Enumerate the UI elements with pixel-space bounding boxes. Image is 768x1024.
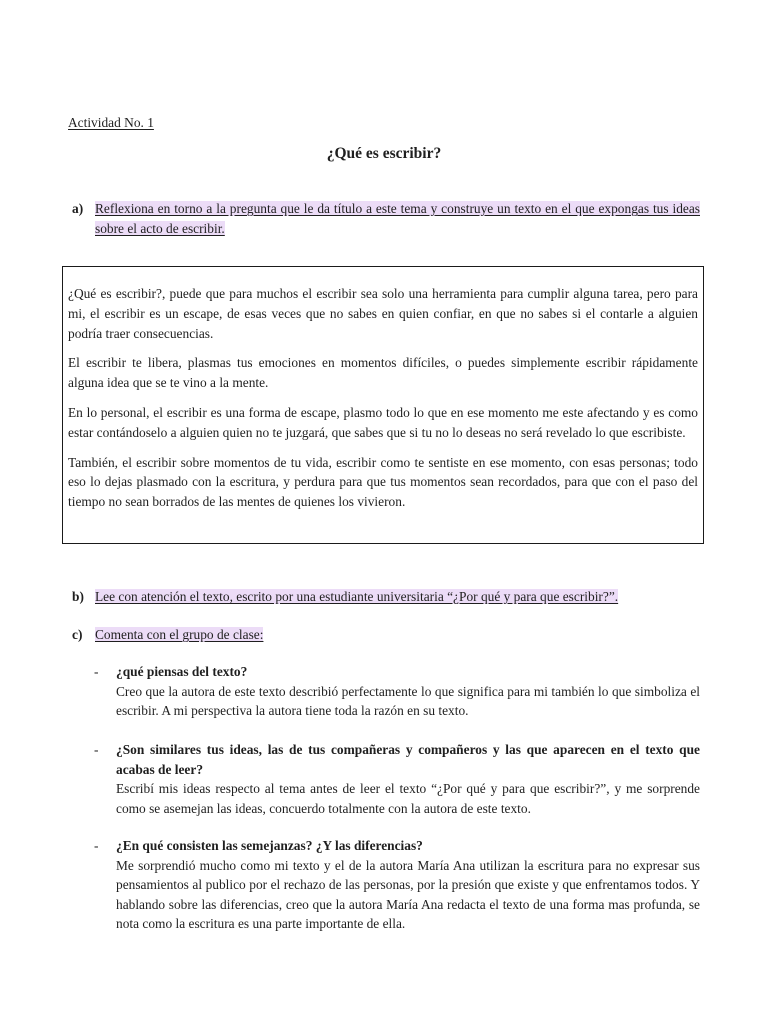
discussion-answer: Creo que la autora de este texto describió perfectamente lo que significa para mi también lo que simboliza el escribir. A mi perspectiva la autora tiene toda la razón en su texto. xyxy=(116,683,700,719)
question-c-marker: c) xyxy=(72,627,83,642)
discussion-item xyxy=(94,836,700,934)
answer-paragraph: ¿Qué es escribir?, puede que para muchos el escribir sea solo una herramienta para cumplir alguna tarea, pero para mi, el escribir es un escape, de esas veces que no sabes en quien confiar, en que no sabes si el contarle a alguien podría traer consecuencias. xyxy=(68,286,698,341)
discussion-question: ¿Son similares tus ideas, las de tus compañeras y compañeros y las que aparecen en el texto que acabas de leer? xyxy=(116,742,700,777)
discussion-item-body xyxy=(116,740,700,818)
bullet-dash: - xyxy=(94,838,99,853)
question-c-text: Comenta con el grupo de clase: xyxy=(95,627,264,642)
question-a-marker: a) xyxy=(72,201,84,216)
document-title-text: ¿Qué es escribir? xyxy=(326,145,442,162)
question-b xyxy=(72,587,700,607)
document-title xyxy=(0,145,768,163)
discussion-item xyxy=(94,740,700,818)
discussion-answer: Me sorprendió mucho como mi texto y el de la autora María Ana utilizan la escritura para no expresar sus pensamientos al publico por el rechazo de las personas, por la presión que existe y que enfrentamos todos. Y hablando sobre las diferencias, creo que la autora María Ana redacta el texto de una forma mas profunda, se nota como la escritura es una parte importante de ella. xyxy=(116,857,700,932)
answer-paragraph: En lo personal, el escribir es una forma de escape, plasmo todo lo que en ese momento me este afectando y es como estar contándoselo a alguien quien no te juzgará, que sabes que si tu no lo deseas no será revelado lo que escribiste. xyxy=(68,404,698,440)
question-b-text-wrapper xyxy=(95,587,700,607)
activity-label: Actividad No. 1 xyxy=(68,115,154,130)
answer-paragraph: También, el escribir sobre momentos de tu vida, escribir como te sentiste en ese momento, con esas personas; todo eso lo dejas plasmado con la escritura, y perdura para que tus momentos sean recordados, para que con el paso del tiempo no sean borrados de las mentes de quienes los vivieron. xyxy=(68,454,698,510)
question-c xyxy=(72,625,700,645)
question-b-text: Lee con atención el texto, escrito por una estudiante universitaria “¿Por qué y para que escribir?”. xyxy=(95,589,619,604)
discussion-answer: Escribí mis ideas respecto al tema antes de leer el texto “¿Por qué y para que escribir?”, y me sorprende como se asemejan las ideas, concuerdo totalmente con la autora de este texto. xyxy=(116,781,700,816)
discussion-item-body xyxy=(116,662,700,721)
bullet-dash: - xyxy=(94,664,99,679)
question-a-text: Reflexiona en torno a la pregunta que le da título a este tema y construye un texto en el que expongas tus ideas sobre el acto de escribir. xyxy=(95,201,700,236)
discussion-question: ¿En qué consisten las semejanzas? ¿Y las diferencias? xyxy=(116,838,423,853)
discussion-item-body xyxy=(116,836,700,934)
answer-paragraph: El escribir te libera, plasmas tus emociones en momentos difíciles, o puedes simplemente escribir rápidamente alguna idea que se te vino a la mente. xyxy=(68,355,698,391)
answer-box xyxy=(62,266,704,544)
question-c-text-wrapper xyxy=(95,625,700,645)
question-a xyxy=(72,199,700,238)
question-a-text-wrapper xyxy=(95,199,700,238)
discussion-item xyxy=(94,662,700,721)
question-b-marker: b) xyxy=(72,589,84,604)
discussion-question: ¿qué piensas del texto? xyxy=(116,664,248,679)
bullet-dash: - xyxy=(94,742,99,757)
